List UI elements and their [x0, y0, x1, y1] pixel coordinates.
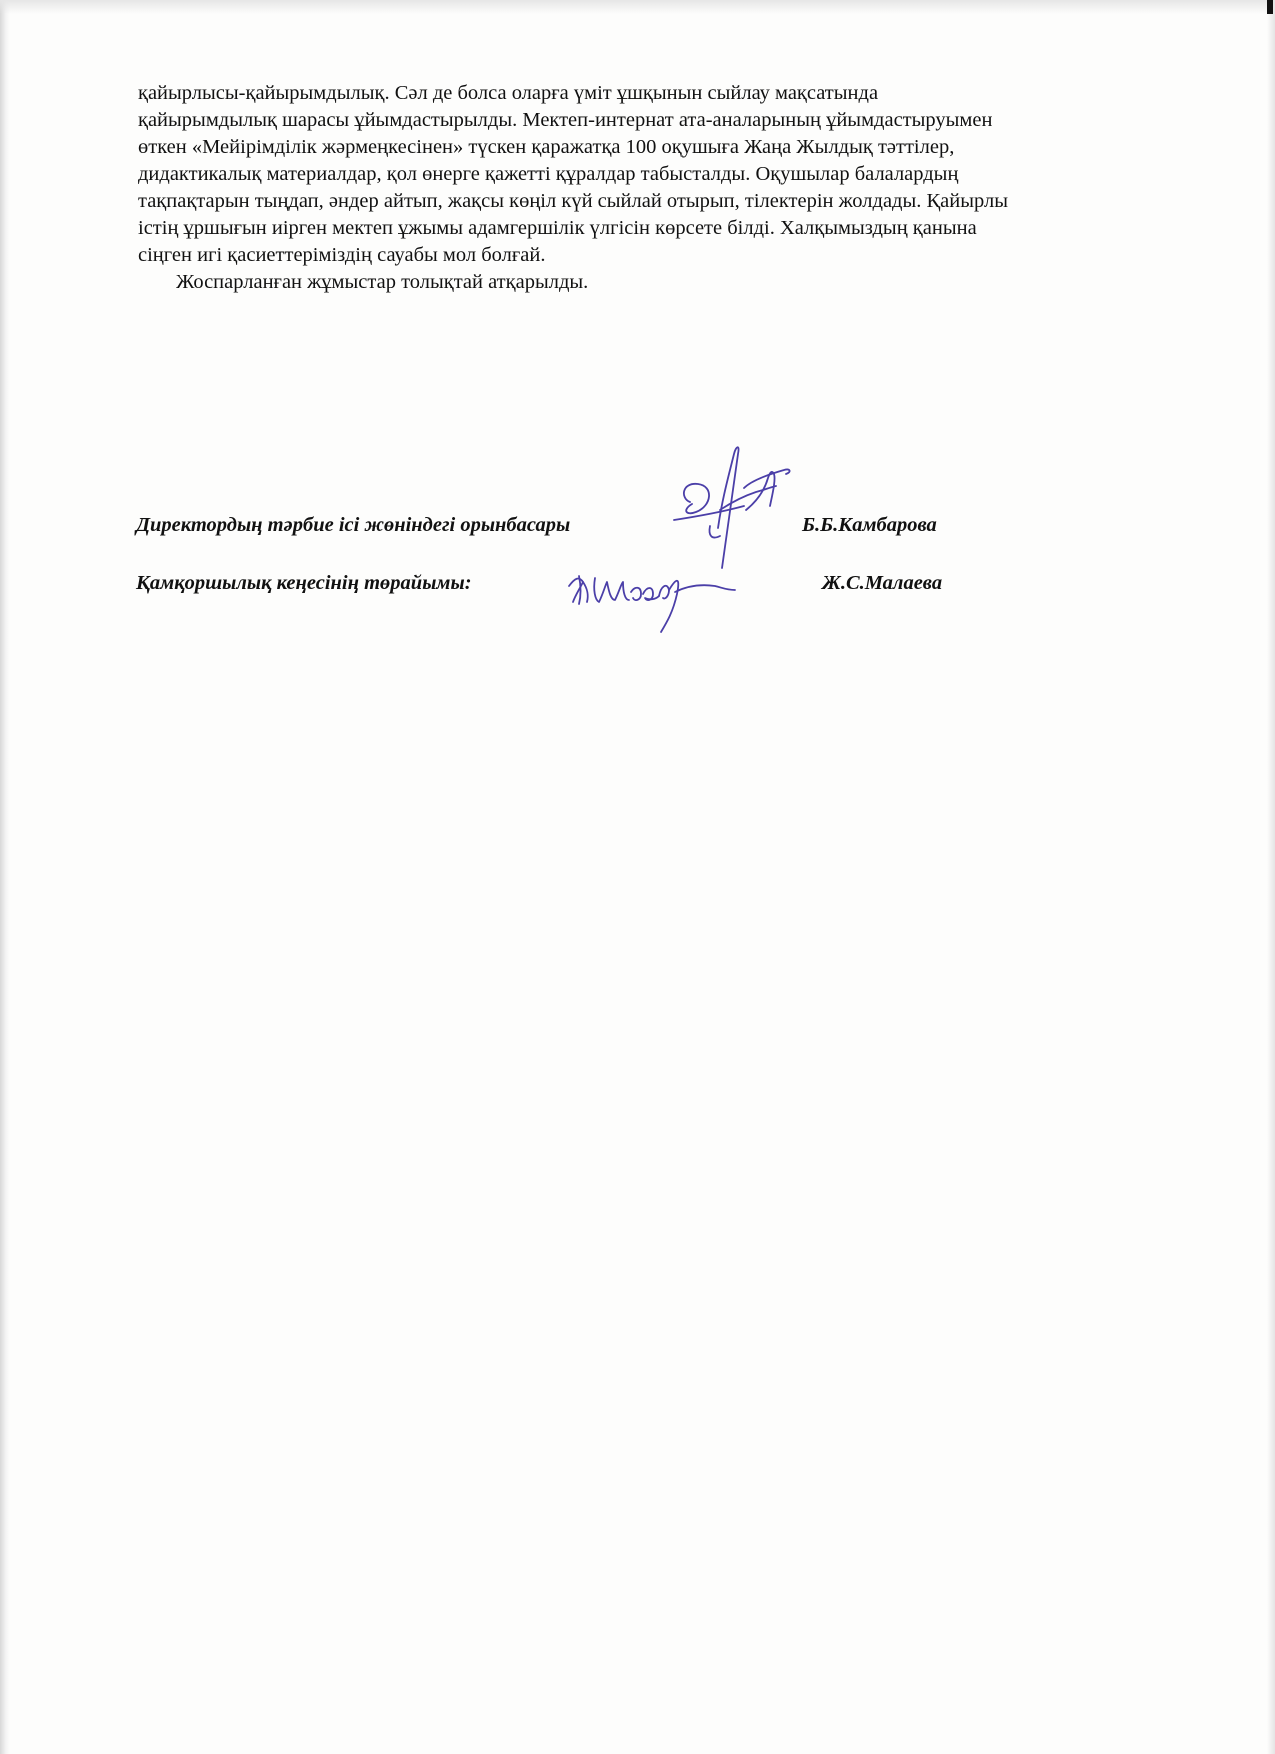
handwritten-signature-kambarova — [660, 440, 860, 570]
text-line: сіңген игі қасиеттеріміздің сауабы мол болғай. — [138, 244, 546, 266]
text-line: дидактикалық материалдар, қол өнерге қажетті құралдар табысталды. Оқушылар балалардың — [138, 163, 959, 185]
signatory-role: Директордың тәрбие ісі жөніндегі орынбасары — [136, 514, 571, 536]
text-line: қайырлысы-қайырымдылық. Сәл де болса оларға үміт ұшқынын сыйлау мақсатында — [138, 82, 879, 104]
text-line: істің ұршығын иірген мектеп ұжымы адамгершілік үлгісін көрсете білді. Халқымыздың қанына — [138, 217, 977, 239]
scan-right-shadow — [1267, 0, 1275, 1754]
scan-top-shadow — [0, 0, 1275, 14]
closing-sentence: Жоспарланған жұмыстар толықтай атқарылды. — [176, 271, 589, 293]
signatory-role: Қамқоршылық кеңесінің төрайымы: — [136, 572, 472, 594]
text-line: тақпақтарын тыңдап, әндер айтып, жақсы көңіл күй сыйлай отырып, тілектерін жолдады. Қайырлы — [138, 190, 1008, 212]
text-line: өткен «Мейірімділік жәрмеңкесінен» түскен қаражатқа 100 оқушыға Жаңа Жылдық тәттілер, — [138, 136, 955, 158]
text-line: қайырымдылық шарасы ұйымдастырылды. Мектеп-интернат ата-аналарының ұйымдастыруымен — [138, 109, 993, 131]
signatory-name: Ж.С.Малаева — [822, 572, 943, 594]
scan-corner-mark — [1267, 0, 1273, 14]
signatory-name: Б.Б.Камбарова — [802, 514, 937, 536]
handwritten-signature-malaeva — [565, 556, 745, 636]
scan-edge-shadow — [0, 0, 10, 1754]
report-body — [138, 80, 1208, 296]
paragraph-1 — [138, 80, 1208, 269]
